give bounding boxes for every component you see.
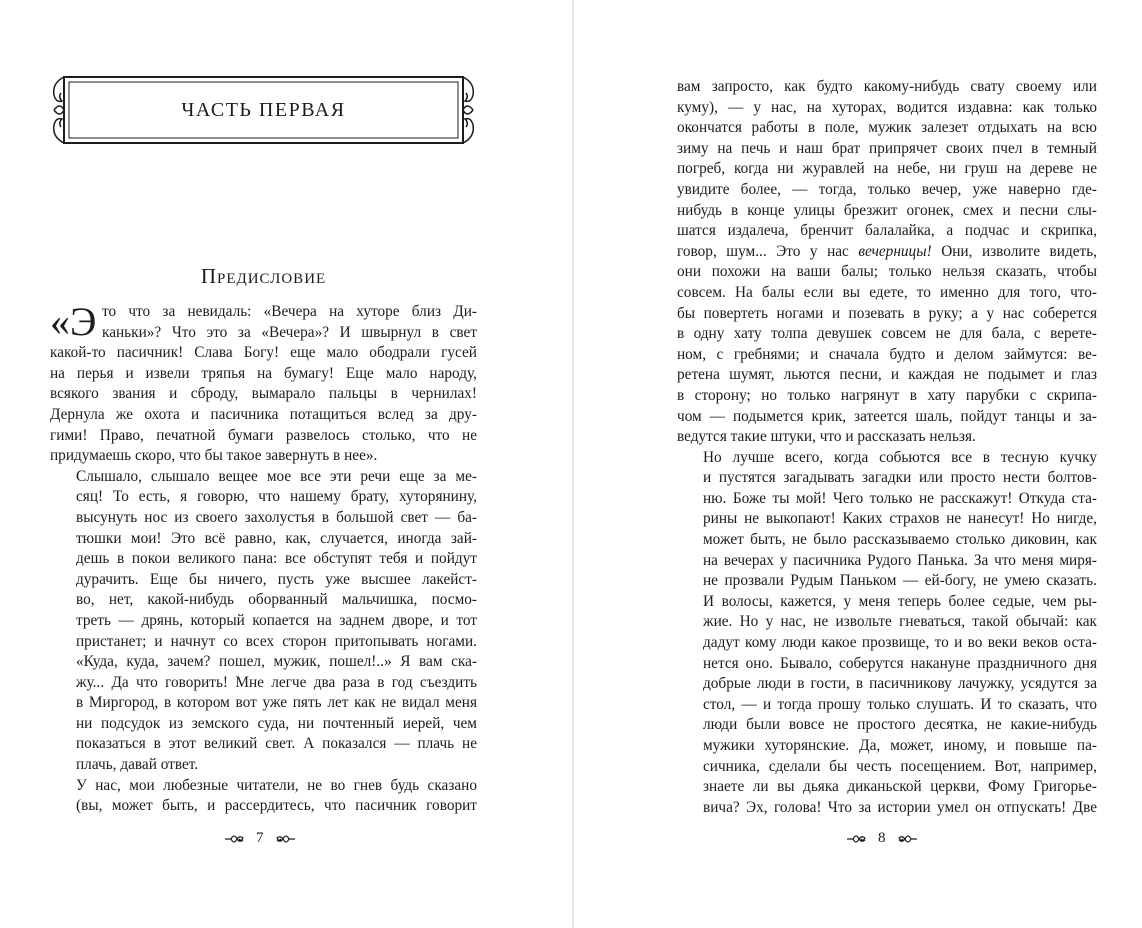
text-line: на перья и извели тряпья на бумагу! Еще мало народу, <box>50 364 477 382</box>
text-line: дадут кому люди какое прозвище, то и во веки веков оста- <box>703 634 1097 652</box>
text-line: дурачить. Еще бы ничего, пусть уже высшее лакейст- <box>76 570 477 588</box>
text-line: всякого звания и сброду, вымарало пальцы в чернилах! <box>50 385 477 403</box>
text-line: нется оно. Бывало, соберутся накануне праздничного дня <box>703 654 1097 672</box>
text-line: в сторону; но только нагрянут в хату парубки с скрипа- <box>677 386 1097 404</box>
text-line: стол, — и тогда прошу только слушать. И то сказать, что <box>703 695 1097 713</box>
preface-title: Предисловие <box>200 264 327 288</box>
text-line: (вы, может быть, и рассердитесь, что пасичник говорит <box>76 797 477 815</box>
text-line: бы повертеть ногами и позевать в руку; а у нас соберется <box>677 304 1097 322</box>
text-line: плачь, давай ответ. <box>76 756 199 774</box>
text-line: окончатся работы в поле, мужик залезет отдыхать на всю <box>677 119 1097 137</box>
paragraph-1 <box>50 299 477 467</box>
text-line: И волосы, кажется, у меня теперь более седые, чем ры- <box>703 592 1097 610</box>
page-footer-left <box>224 830 296 847</box>
paragraph-2 <box>50 467 477 776</box>
text-line: треть — дрянь, который копается на заднем дворе, и тот <box>76 611 477 629</box>
flourish-ornament-icon <box>274 832 296 846</box>
text-line: высунуть нос из своего захолустья в большой свет — ба- <box>76 508 477 526</box>
text-line: и пустятся загадывать загадки или просто нести болтов- <box>703 469 1097 487</box>
text-line: чом — подымется крик, затеется шаль, пойдут танцы и за- <box>677 407 1097 425</box>
text-line: мужики хуторянские. Да, может, иному, и повыше па- <box>703 737 1097 754</box>
text-line: Дернула же охота и пасичника потащиться вслед за дру- <box>50 405 477 423</box>
paragraph-4 <box>677 77 1097 448</box>
text-line: показаться в этот великий свет. А показался — плачь не <box>76 735 477 753</box>
text-line: на вечерах у пасичника Рудого Панька. За что меня миря- <box>703 551 1097 569</box>
text-line: ретена шумят, льются песни, и каждая не подымет и глаз <box>677 366 1097 384</box>
text-line: ню. Боже ты мой! Чего только не расскажут! Откуда ста- <box>703 489 1097 507</box>
text-line: пристанет; и начнут со всех сторон притопывать ногами. <box>76 632 477 650</box>
text-line: куму), — у нас, на хуторах, водится издавна: как только <box>677 98 1097 116</box>
text-line: У нас, мои любезные читатели, не во гнев будь сказано <box>76 776 477 794</box>
paragraph-3 <box>50 776 477 817</box>
text-line: Слышало, слышало вещее мое все эти речи еще за ме- <box>76 467 477 485</box>
text-line: вича? Эх, голова! Что за истории умел он отпускать! Две <box>703 798 1097 816</box>
text-line: говор, шум... Это у нас вечерницы! Они, изволите видеть, <box>677 242 1098 260</box>
text-line: ном, с гребнями; и сначала будто и делом займутся: ве- <box>677 345 1097 363</box>
text-line: не прозвали Рудым Паньком — ей-богу, не умею сказать. <box>703 572 1097 590</box>
text-line: зиму на печь и наш брат припрячет своих пчел в темный <box>677 139 1097 157</box>
text-line: какой-то пасичник! Слава Богу! еще мало ободрали гусей <box>50 344 477 362</box>
text-line: шатся издалеча, бренчит балалайка, а подчас и скрипка, <box>677 222 1097 240</box>
paragraph-5 <box>677 448 1097 819</box>
text-line: придумаешь скоро, что бы такое завернуть в нее». <box>50 447 378 465</box>
text-line: Но лучше всего, когда собьются все в тесную кучку <box>703 448 1097 466</box>
italic-word: вечерницы! <box>858 242 932 260</box>
dropcap: «Э <box>50 299 97 344</box>
right-text-column <box>677 77 1097 818</box>
text-line: погреб, когда ни журавлей на небе, ни груш на дереве не <box>677 160 1097 178</box>
text-line: сичника, сделали бы честь посещением. Вот, например, <box>703 757 1097 775</box>
text-line: ни подсудок из земского суда, ни почтенный иерей, чем <box>76 714 477 732</box>
text-line: тюшки мои! Это всё равно, как, случается, иногда зай- <box>76 529 477 547</box>
text-line: в Миргород, в котором вот уже пять лет как не видал меня <box>76 694 477 712</box>
flourish-ornament-icon <box>896 832 918 846</box>
text-line: дешь в покои великого пана: все обступят тебя и пойдут <box>76 550 477 568</box>
text-line: в одну хату толпа девушек совсем не для бала, с верете- <box>677 325 1097 343</box>
text-line: «Куда, куда, зачем? пошел, мужик, пошел!..» Я вам ска- <box>76 653 477 671</box>
left-text-column <box>50 299 477 817</box>
text-line: жу... Да что говорить! Мне легче два раза в год съездить <box>76 673 477 691</box>
text-line: нибудь в конце улицы брезжит огонек, смех и песни слы- <box>677 201 1097 219</box>
page-number: 7 <box>256 830 264 846</box>
text-line: рины не выкопают! Каких страхов не нанесут! Но нигде, <box>703 510 1097 528</box>
text-line: каньки»? Что это за «Вечера»? И швырнул в свет <box>102 323 477 341</box>
text-line: совсем. На балы если вы едете, то именно для того, что- <box>677 283 1097 301</box>
text-line: сяц! То есть, я говорю, что нашему брату, хуторянину, <box>76 488 477 506</box>
part-title-frame <box>50 74 477 146</box>
text-line: ведутся такие штуки, что и рассказать нельзя. <box>677 428 976 446</box>
part-title: ЧАСТЬ ПЕРВАЯ <box>181 98 346 121</box>
text-line: вам запросто, как будто какому-нибудь свату своему или <box>677 78 1097 95</box>
page-footer-right <box>846 830 918 847</box>
text-line: люди были вовсе не простого десятка, не какие-нибудь <box>703 716 1097 734</box>
text-line: они похожи на ваши балы; только нельзя сказать, чтобы <box>677 263 1097 281</box>
text-line: во, нет, какой-нибудь оборванный мальчишка, посмо- <box>76 591 477 609</box>
text-line: гими! Право, печатной бумаги развелось столько, что не <box>50 426 477 444</box>
text-line: может быть, не было рассказываемо столько диковин, как <box>703 531 1097 549</box>
text-line: жие. Но у нас, не извольте гневаться, такой обычай: как <box>703 613 1097 631</box>
text-line: знаете ли вы дьяка диканьской церкви, Фому Григорье- <box>703 778 1097 796</box>
page-number: 8 <box>878 830 886 846</box>
text-line: добрые люди в гости, в пасичникову лачужку, усядутся за <box>703 675 1097 693</box>
text-line: увидите более, — тогда, только вечер, уже наверно где- <box>677 180 1097 198</box>
flourish-ornament-icon <box>846 832 868 846</box>
flourish-ornament-icon <box>224 832 246 846</box>
text-line: «Э то что за невидаль: «Вечера на хуторе близ Ди- <box>50 299 477 344</box>
